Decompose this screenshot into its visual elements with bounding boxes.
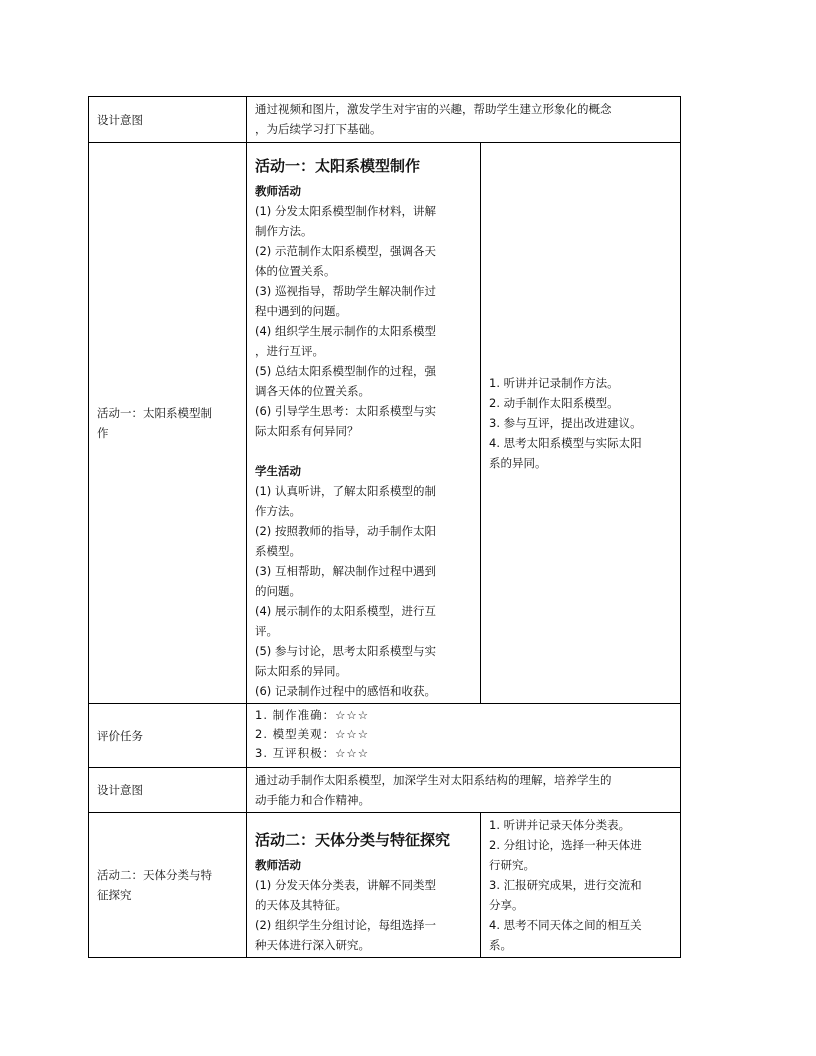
activity-two-row [89, 813, 681, 958]
activity-one-student-tasks [481, 143, 681, 704]
spacer [255, 441, 472, 461]
teacher-activity-heading: 教师活动 [255, 184, 301, 198]
activity-two-student-tasks [481, 813, 681, 958]
teacher-activity-heading: 教师活动 [255, 858, 301, 872]
teacher-line: 调各天体的位置关系。 [255, 384, 370, 398]
label-line: 作 [97, 426, 109, 440]
design-intent-text [247, 97, 681, 143]
task-line: 4. 思考太阳系模型与实际太阳 [489, 436, 642, 450]
label-line: 活动二：天体分类与特 [97, 868, 212, 882]
task-line: 2. 分组讨论，选择一种天体进 [489, 838, 642, 852]
row-label [89, 143, 247, 704]
task-line: 4. 思考不同天体之间的相互关 [489, 918, 642, 932]
student-activity-heading: 学生活动 [255, 464, 301, 478]
task-line: 1. 听讲并记录天体分类表。 [489, 818, 631, 832]
teacher-line: 的天体及其特征。 [255, 898, 347, 912]
teacher-line: (1) 分发天体分类表，讲解不同类型 [255, 878, 436, 892]
teacher-line: 种天体进行深入研究。 [255, 938, 370, 952]
teacher-line: (2) 组织学生分组讨论，每组选择一 [255, 918, 436, 932]
task-line: 3. 参与互评，提出改进建议。 [489, 416, 642, 430]
teacher-line: (4) 组织学生展示制作的太阳系模型 [255, 324, 436, 338]
evaluation-row [89, 704, 681, 768]
teacher-line: 体的位置关系。 [255, 264, 336, 278]
teacher-line: (3) 巡视指导，帮助学生解决制作过 [255, 284, 436, 298]
teacher-line: ，进行互评。 [255, 344, 324, 358]
design-intent-row-2 [89, 768, 681, 813]
teacher-line: 制作方法。 [255, 224, 313, 238]
task-line: 分享。 [489, 898, 524, 912]
teacher-line: (5) 总结太阳系模型制作的过程，强 [255, 364, 436, 378]
task-line: 行研究。 [489, 858, 535, 872]
student-line: 的问题。 [255, 584, 301, 598]
student-line: (5) 参与讨论，思考太阳系模型与实 [255, 644, 436, 658]
student-line: (6) 记录制作过程中的感悟和收获。 [255, 684, 436, 698]
task-line: 3. 汇报研究成果，进行交流和 [489, 878, 642, 892]
teacher-line: (6) 引导学生思考：太阳系模型与实 [255, 404, 436, 418]
row-label: 评价任务 [89, 704, 247, 768]
label-line: 活动一：太阳系模型制 [97, 406, 212, 420]
student-line: (2) 按照教师的指导，动手制作太阳 [255, 524, 436, 538]
task-line: 系的异同。 [489, 456, 547, 470]
student-line: 系模型。 [255, 544, 301, 558]
activity-two-content [247, 813, 481, 958]
activity-one-row [89, 143, 681, 704]
row-label: 设计意图 [89, 97, 247, 143]
student-line: (3) 互相帮助，解决制作过程中遇到 [255, 564, 436, 578]
activity-one-content [247, 143, 481, 704]
student-line: 评。 [255, 624, 278, 638]
text-line: 动手能力和合作精神。 [255, 793, 370, 807]
row-label [89, 813, 247, 958]
teacher-line: 程中遇到的问题。 [255, 304, 347, 318]
activity-title: 活动一：太阳系模型制作 [255, 157, 421, 175]
task-line: 2. 动手制作太阳系模型。 [489, 396, 619, 410]
student-line: 作方法。 [255, 504, 301, 518]
evaluation-item: 1. 制作准确：☆☆☆ [255, 708, 370, 722]
text-line: 通过动手制作太阳系模型，加深学生对太阳系结构的理解，培养学生的 [255, 773, 612, 787]
student-line: (1) 认真听讲，了解太阳系模型的制 [255, 484, 436, 498]
text-line: ，为后续学习打下基础。 [255, 122, 382, 136]
text-line: 通过视频和图片，激发学生对宇宙的兴趣，帮助学生建立形象化的概念 [255, 102, 612, 116]
activity-title: 活动二：天体分类与特征探究 [255, 831, 451, 849]
teacher-line: 际太阳系有何异同？ [255, 424, 359, 438]
teacher-line: (2) 示范制作太阳系模型，强调各天 [255, 244, 436, 258]
row-label: 设计意图 [89, 768, 247, 813]
task-line: 1. 听讲并记录制作方法。 [489, 376, 619, 390]
teacher-line: (1) 分发太阳系模型制作材料，讲解 [255, 204, 436, 218]
task-line: 系。 [489, 938, 512, 952]
evaluation-item: 3. 互评积极：☆☆☆ [255, 746, 370, 760]
design-intent-row-1 [89, 97, 681, 143]
lesson-plan-table [88, 96, 681, 958]
student-line: (4) 展示制作的太阳系模型，进行互 [255, 604, 436, 618]
evaluation-item: 2. 模型美观：☆☆☆ [255, 727, 370, 741]
student-line: 际太阳系的异同。 [255, 664, 347, 678]
label-line: 征探究 [97, 888, 132, 902]
design-intent-text [247, 768, 681, 813]
evaluation-items [247, 704, 681, 768]
